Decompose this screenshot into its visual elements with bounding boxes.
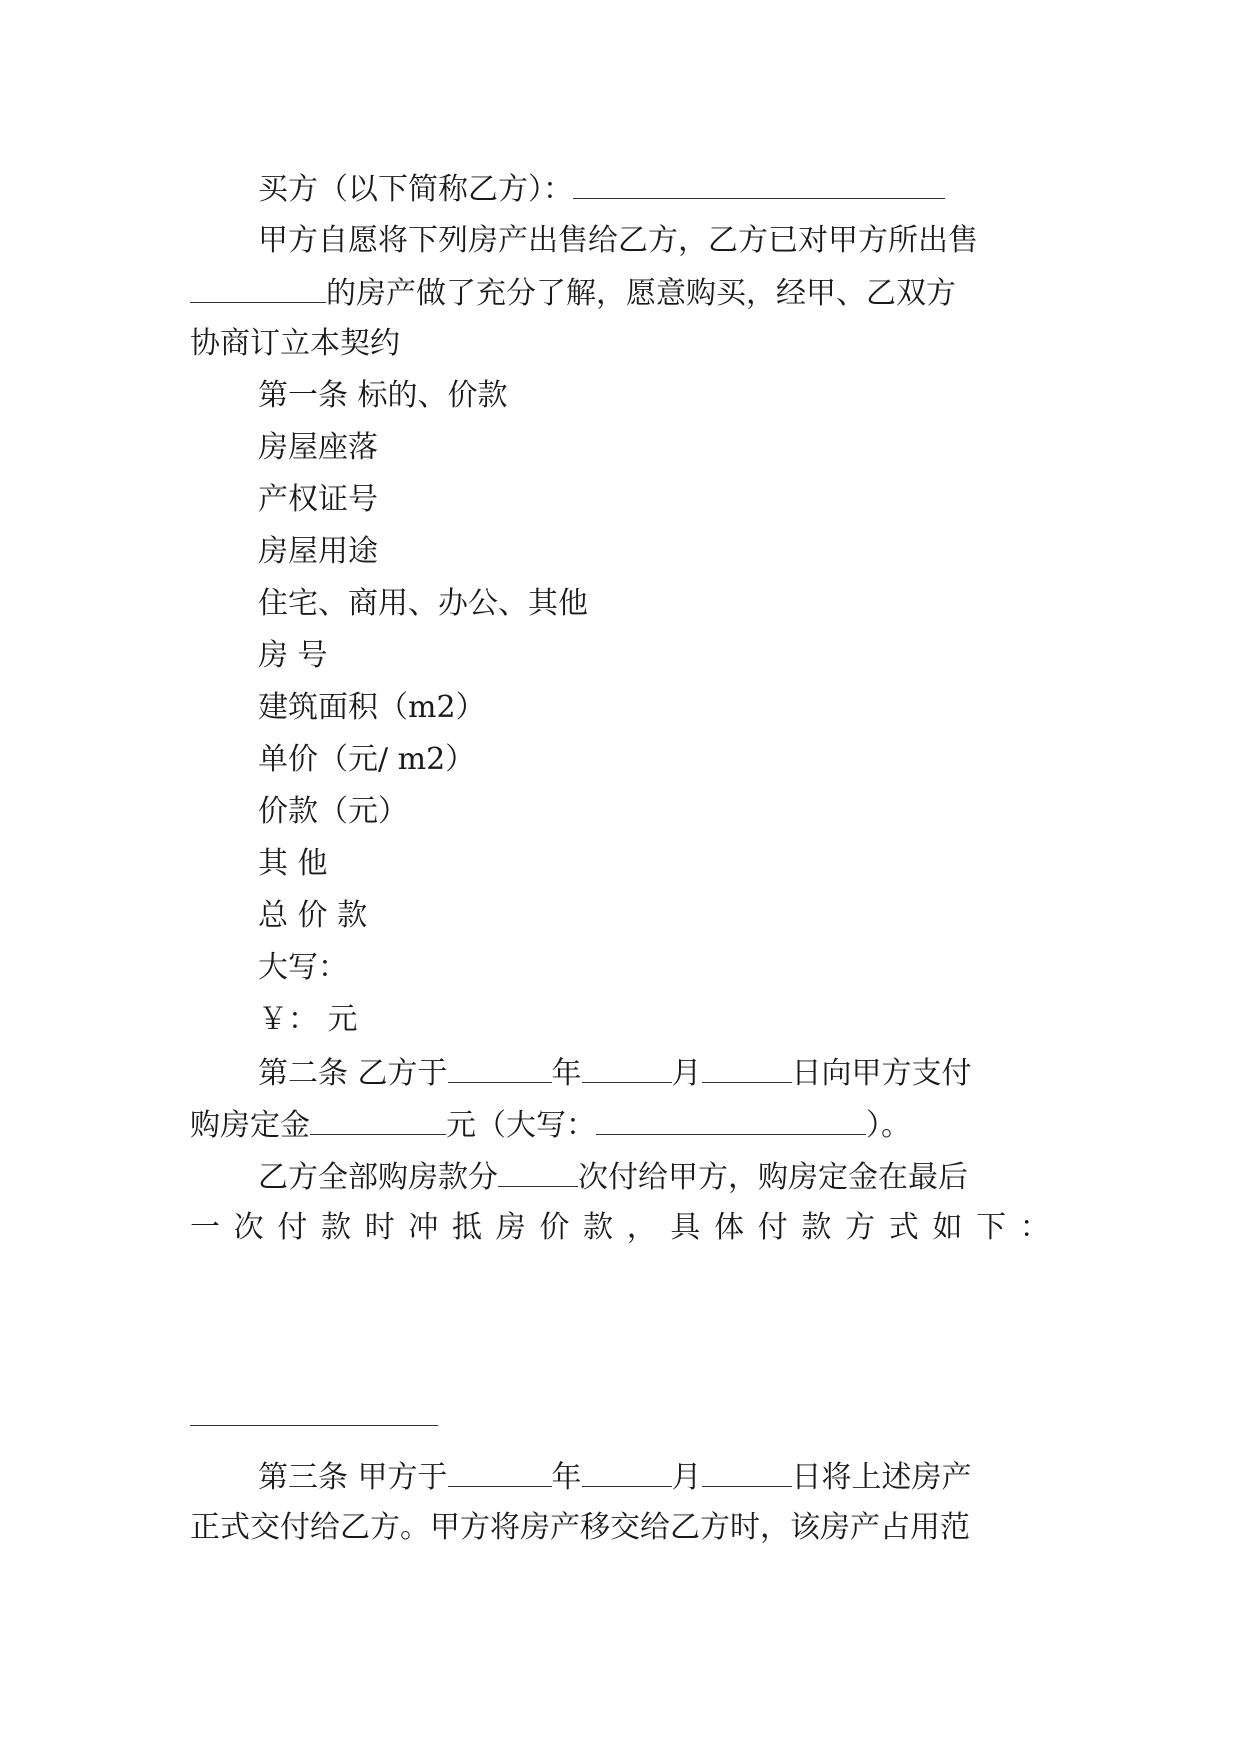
deposit-year-blank[interactable] xyxy=(448,1052,552,1083)
char: ， xyxy=(626,1210,657,1245)
article2-line-3-end: 次付给甲方，购房定金在最后 xyxy=(578,1160,968,1195)
month-label: 月 xyxy=(671,1460,702,1495)
char: 款 xyxy=(583,1210,614,1245)
article3-line-1-end: 日将上述房产 xyxy=(791,1460,972,1495)
char: 冲 xyxy=(408,1210,439,1245)
installments-label: 乙方全部购房款分 xyxy=(258,1160,498,1195)
buyer-name-blank[interactable] xyxy=(573,168,945,199)
deposit-words-label: 元（大写： xyxy=(446,1108,596,1143)
payment-method-blank[interactable] xyxy=(190,1425,438,1426)
buyer-line xyxy=(258,168,945,210)
char: 房 xyxy=(495,1210,526,1245)
char: 付 xyxy=(757,1210,788,1245)
item-unit-price: 单价（元/ m2） xyxy=(258,742,476,777)
char: 方 xyxy=(845,1210,876,1245)
char: 一 xyxy=(190,1210,220,1245)
char: 体 xyxy=(714,1210,745,1245)
deposit-words-blank[interactable] xyxy=(596,1104,866,1135)
char: 式 xyxy=(888,1210,919,1245)
article3-heading: 第三条 甲方于 xyxy=(258,1460,448,1495)
article2-line-2 xyxy=(190,1104,911,1146)
year-label: 年 xyxy=(551,1056,582,1091)
article3-line-1 xyxy=(258,1456,972,1498)
item-amount-words: 大写： xyxy=(258,950,348,985)
article2-line-4 xyxy=(190,1208,1050,1248)
article2-heading: 第二条 乙方于 xyxy=(258,1056,448,1091)
char: ： xyxy=(1019,1210,1050,1245)
char: 次 xyxy=(233,1210,264,1245)
article2-line-3 xyxy=(258,1156,968,1198)
article2-line-1-end: 日向甲方支付 xyxy=(791,1056,972,1091)
deposit-month-blank[interactable] xyxy=(582,1052,672,1083)
property-blank[interactable] xyxy=(190,272,326,303)
month-label: 月 xyxy=(671,1056,702,1091)
char: 付 xyxy=(277,1210,308,1245)
item-certificate: 产权证号 xyxy=(258,482,378,517)
item-usage: 房屋用途 xyxy=(258,534,378,569)
intro-line-2-text: 的房产做了充分了解，愿意购买，经甲、乙双方 xyxy=(326,276,956,311)
item-price: 价款（元） xyxy=(258,794,408,829)
item-total-price: 总 价 款 xyxy=(258,898,368,933)
char: 抵 xyxy=(452,1210,483,1245)
article2-line-1 xyxy=(258,1052,972,1094)
char: 下 xyxy=(976,1210,1007,1245)
year-label: 年 xyxy=(551,1460,582,1495)
item-usage-options: 住宅、商用、办公、其他 xyxy=(258,586,588,621)
intro-line-1: 甲方自愿将下列房产出售给乙方，乙方已对甲方所出售 xyxy=(258,223,978,258)
char: 价 xyxy=(539,1210,570,1245)
char: 款 xyxy=(321,1210,352,1245)
deposit-amount-blank[interactable] xyxy=(310,1104,446,1135)
delivery-year-blank[interactable] xyxy=(448,1456,552,1487)
char: 如 xyxy=(932,1210,963,1245)
delivery-day-blank[interactable] xyxy=(702,1456,792,1487)
article3-line-2: 正式交付给乙方。甲方将房产移交给乙方时，该房产占用范 xyxy=(190,1510,970,1545)
deposit-day-blank[interactable] xyxy=(702,1052,792,1083)
item-amount-yuan: ￥： 元 xyxy=(258,1002,358,1037)
buyer-label: 买方（以下简称乙方）： xyxy=(258,172,573,207)
deposit-close: ）。 xyxy=(866,1108,911,1143)
item-other: 其 他 xyxy=(258,846,328,881)
deposit-label: 购房定金 xyxy=(190,1108,310,1143)
installments-blank[interactable] xyxy=(498,1156,578,1187)
intro-line-2 xyxy=(190,272,956,314)
char: 款 xyxy=(801,1210,832,1245)
item-location: 房屋座落 xyxy=(258,430,378,465)
item-area: 建筑面积（m2） xyxy=(258,690,486,725)
article1-heading: 第一条 标的、价款 xyxy=(258,378,508,413)
intro-line-3: 协商订立本契约 xyxy=(190,326,400,361)
char: 时 xyxy=(364,1210,395,1245)
delivery-month-blank[interactable] xyxy=(582,1456,672,1487)
char: 具 xyxy=(670,1210,701,1245)
item-room-number: 房 号 xyxy=(258,638,328,673)
